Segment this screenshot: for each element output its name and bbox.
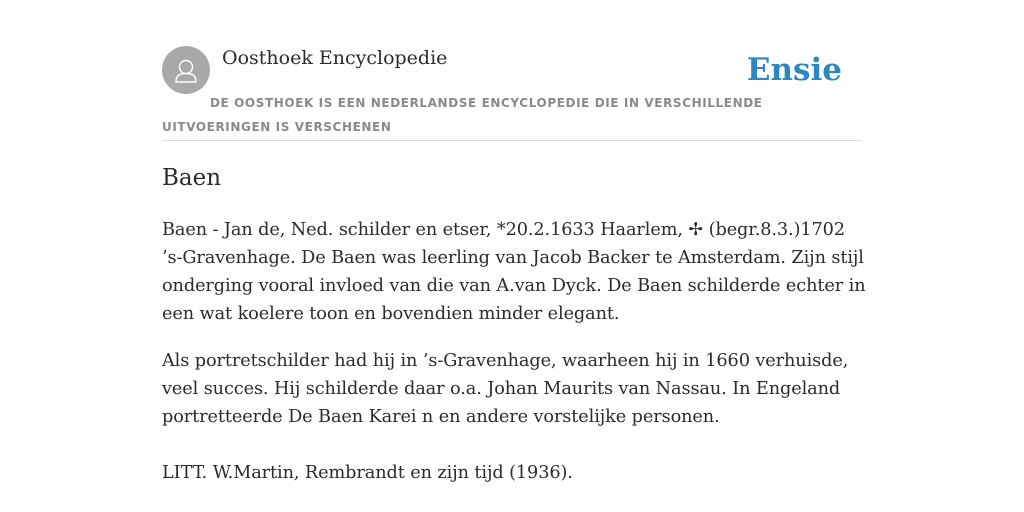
site-tagline: DE OOSTHOEK IS EEN NEDERLANDSE ENCYCLOPEDIE DIE IN VERSCHILLENDE UITVOERINGEN IS VERSCHENEN: [162, 96, 763, 134]
article: [162, 162, 866, 487]
article-literature: LITT. W.Martin, Rembrandt en zijn tijd (1936).: [162, 463, 573, 483]
site-header: [162, 46, 862, 141]
brand-logo[interactable]: Ensie: [746, 52, 842, 88]
article-paragraph: Baen - Jan de, Ned. schilder en etser, *20.2.1633 Haarlem, ✢ (begr.8.3.)1702 ’s-Gravenhage. De Baen was leerling van Jacob Backer te Amsterdam. Zijn stijl onderging vooral invloed van die van A.van Dyck. De Baen schilderde echter in een wat koelere toon en bovendien minder elegant.: [162, 220, 866, 324]
site-title[interactable]: Oosthoek Encyclopedie: [222, 47, 448, 69]
article-paragraph: Als portretschilder had hij in ’s-Gravenhage, waarheen hij in 1660 verhuisde, veel succes. Hij schilderde daar o.a. Johan Maurits van Nassau. In Engeland portretteerde De Baen Karei n en andere vorstelijke personen.: [162, 351, 849, 427]
user-avatar-icon[interactable]: [162, 46, 210, 94]
article-title: Baen: [162, 165, 222, 191]
person-icon: [162, 46, 210, 94]
